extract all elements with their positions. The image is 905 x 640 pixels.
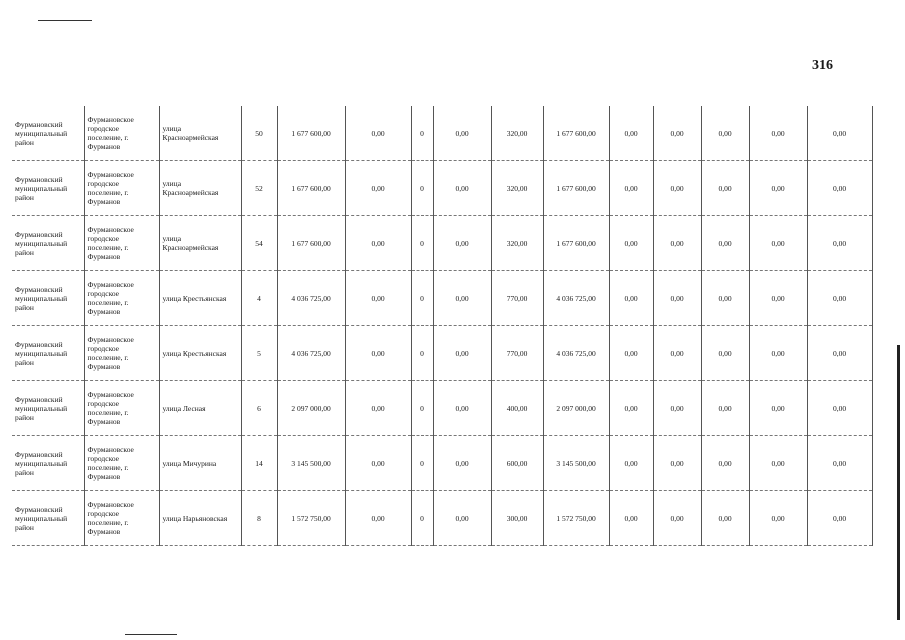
- cell-c10: 1 572 750,00: [543, 491, 609, 546]
- cell-c13: 0,00: [701, 161, 749, 216]
- cell-settlement: Фурмановское городское поселение, г. Фурманов: [84, 436, 159, 491]
- cell-street: улица Лесная: [159, 381, 241, 436]
- cell-district: Фурмановский муниципальный район: [12, 326, 84, 381]
- cell-c9: 400,00: [491, 381, 543, 436]
- cell-c9: 770,00: [491, 271, 543, 326]
- cell-c12: 0,00: [653, 491, 701, 546]
- table-body: [12, 106, 872, 546]
- cell-street: улица Мичурина: [159, 436, 241, 491]
- cell-c14: 0,00: [749, 436, 807, 491]
- table-row: [12, 381, 872, 436]
- table-row: [12, 161, 872, 216]
- cell-c11: 0,00: [609, 216, 653, 271]
- cell-c14: 0,00: [749, 161, 807, 216]
- cell-c7: 0: [411, 216, 433, 271]
- cell-c7: 0: [411, 491, 433, 546]
- table-row: [12, 491, 872, 546]
- cell-c11: 0,00: [609, 491, 653, 546]
- cell-district: Фурмановский муниципальный район: [12, 106, 84, 161]
- cell-c12: 0,00: [653, 216, 701, 271]
- cell-c7: 0: [411, 271, 433, 326]
- cell-c9: 600,00: [491, 436, 543, 491]
- cell-c14: 0,00: [749, 381, 807, 436]
- cell-c11: 0,00: [609, 381, 653, 436]
- cell-house: 8: [241, 491, 277, 546]
- cell-settlement: Фурмановское городское поселение, г. Фурманов: [84, 491, 159, 546]
- cell-c13: 0,00: [701, 381, 749, 436]
- cell-street: улица Красноармейская: [159, 161, 241, 216]
- cell-c13: 0,00: [701, 436, 749, 491]
- cell-street: улица Красноармейская: [159, 216, 241, 271]
- cell-house: 6: [241, 381, 277, 436]
- cell-c11: 0,00: [609, 271, 653, 326]
- cell-c5: 4 036 725,00: [277, 271, 345, 326]
- cell-c15: 0,00: [807, 216, 872, 271]
- cell-c5: 4 036 725,00: [277, 326, 345, 381]
- cell-c13: 0,00: [701, 216, 749, 271]
- cell-c8: 0,00: [433, 161, 491, 216]
- cell-c13: 0,00: [701, 326, 749, 381]
- cell-house: 5: [241, 326, 277, 381]
- cell-c8: 0,00: [433, 106, 491, 161]
- cell-c6: 0,00: [345, 326, 411, 381]
- cell-c15: 0,00: [807, 106, 872, 161]
- cell-c15: 0,00: [807, 491, 872, 546]
- cell-c12: 0,00: [653, 271, 701, 326]
- cell-settlement: Фурмановское городское поселение, г. Фурманов: [84, 106, 159, 161]
- cell-c7: 0: [411, 161, 433, 216]
- table-row: [12, 106, 872, 161]
- cell-c6: 0,00: [345, 381, 411, 436]
- cell-c10: 1 677 600,00: [543, 106, 609, 161]
- cell-c11: 0,00: [609, 326, 653, 381]
- cell-c6: 0,00: [345, 436, 411, 491]
- table-row: [12, 271, 872, 326]
- cell-street: улица Крестьянская: [159, 271, 241, 326]
- cell-c13: 0,00: [701, 271, 749, 326]
- cell-district: Фурмановский муниципальный район: [12, 216, 84, 271]
- cell-c9: 320,00: [491, 161, 543, 216]
- cell-settlement: Фурмановское городское поселение, г. Фурманов: [84, 216, 159, 271]
- cell-c14: 0,00: [749, 491, 807, 546]
- cell-c7: 0: [411, 381, 433, 436]
- cell-c5: 1 572 750,00: [277, 491, 345, 546]
- cell-c6: 0,00: [345, 216, 411, 271]
- cell-c5: 3 145 500,00: [277, 436, 345, 491]
- cell-street: улица Красноармейская: [159, 106, 241, 161]
- cell-c7: 0: [411, 326, 433, 381]
- cell-street: улица Крестьянская: [159, 326, 241, 381]
- cell-c15: 0,00: [807, 326, 872, 381]
- cell-house: 14: [241, 436, 277, 491]
- cell-c12: 0,00: [653, 106, 701, 161]
- cell-c11: 0,00: [609, 161, 653, 216]
- cell-c7: 0: [411, 436, 433, 491]
- cell-house: 54: [241, 216, 277, 271]
- cell-house: 52: [241, 161, 277, 216]
- cell-c8: 0,00: [433, 271, 491, 326]
- cell-c8: 0,00: [433, 216, 491, 271]
- cell-c10: 4 036 725,00: [543, 271, 609, 326]
- cell-c10: 3 145 500,00: [543, 436, 609, 491]
- cell-c14: 0,00: [749, 216, 807, 271]
- cell-c10: 1 677 600,00: [543, 216, 609, 271]
- cell-c12: 0,00: [653, 381, 701, 436]
- cell-district: Фурмановский муниципальный район: [12, 436, 84, 491]
- cell-settlement: Фурмановское городское поселение, г. Фурманов: [84, 381, 159, 436]
- cell-c10: 4 036 725,00: [543, 326, 609, 381]
- cell-c8: 0,00: [433, 381, 491, 436]
- cell-c6: 0,00: [345, 271, 411, 326]
- cell-c11: 0,00: [609, 436, 653, 491]
- cell-c7: 0: [411, 106, 433, 161]
- cell-c8: 0,00: [433, 326, 491, 381]
- scan-mark-bottom: [125, 634, 177, 635]
- cell-c9: 770,00: [491, 326, 543, 381]
- cell-c10: 1 677 600,00: [543, 161, 609, 216]
- cell-c15: 0,00: [807, 271, 872, 326]
- cell-c14: 0,00: [749, 326, 807, 381]
- cell-street: улица Нарьяновская: [159, 491, 241, 546]
- scan-mark-top: [38, 20, 92, 21]
- cell-c9: 320,00: [491, 106, 543, 161]
- cell-c15: 0,00: [807, 381, 872, 436]
- housing-register-table: [12, 106, 873, 546]
- page-number: 316: [812, 58, 833, 73]
- cell-house: 50: [241, 106, 277, 161]
- cell-c10: 2 097 000,00: [543, 381, 609, 436]
- table-row: [12, 326, 872, 381]
- cell-district: Фурмановский муниципальный район: [12, 491, 84, 546]
- scan-edge-bar: [897, 345, 900, 620]
- cell-district: Фурмановский муниципальный район: [12, 381, 84, 436]
- cell-c13: 0,00: [701, 491, 749, 546]
- cell-c12: 0,00: [653, 326, 701, 381]
- cell-c14: 0,00: [749, 271, 807, 326]
- cell-district: Фурмановский муниципальный район: [12, 161, 84, 216]
- cell-c5: 2 097 000,00: [277, 381, 345, 436]
- cell-c13: 0,00: [701, 106, 749, 161]
- cell-house: 4: [241, 271, 277, 326]
- table-row: [12, 216, 872, 271]
- cell-c5: 1 677 600,00: [277, 106, 345, 161]
- cell-c5: 1 677 600,00: [277, 216, 345, 271]
- cell-c6: 0,00: [345, 106, 411, 161]
- table-row: [12, 436, 872, 491]
- cell-c15: 0,00: [807, 436, 872, 491]
- cell-settlement: Фурмановское городское поселение, г. Фурманов: [84, 326, 159, 381]
- cell-settlement: Фурмановское городское поселение, г. Фурманов: [84, 271, 159, 326]
- cell-c14: 0,00: [749, 106, 807, 161]
- cell-c5: 1 677 600,00: [277, 161, 345, 216]
- cell-c12: 0,00: [653, 161, 701, 216]
- cell-c6: 0,00: [345, 491, 411, 546]
- cell-c11: 0,00: [609, 106, 653, 161]
- cell-c12: 0,00: [653, 436, 701, 491]
- cell-c6: 0,00: [345, 161, 411, 216]
- cell-settlement: Фурмановское городское поселение, г. Фурманов: [84, 161, 159, 216]
- cell-district: Фурмановский муниципальный район: [12, 271, 84, 326]
- cell-c9: 320,00: [491, 216, 543, 271]
- cell-c15: 0,00: [807, 161, 872, 216]
- cell-c8: 0,00: [433, 491, 491, 546]
- cell-c8: 0,00: [433, 436, 491, 491]
- cell-c9: 300,00: [491, 491, 543, 546]
